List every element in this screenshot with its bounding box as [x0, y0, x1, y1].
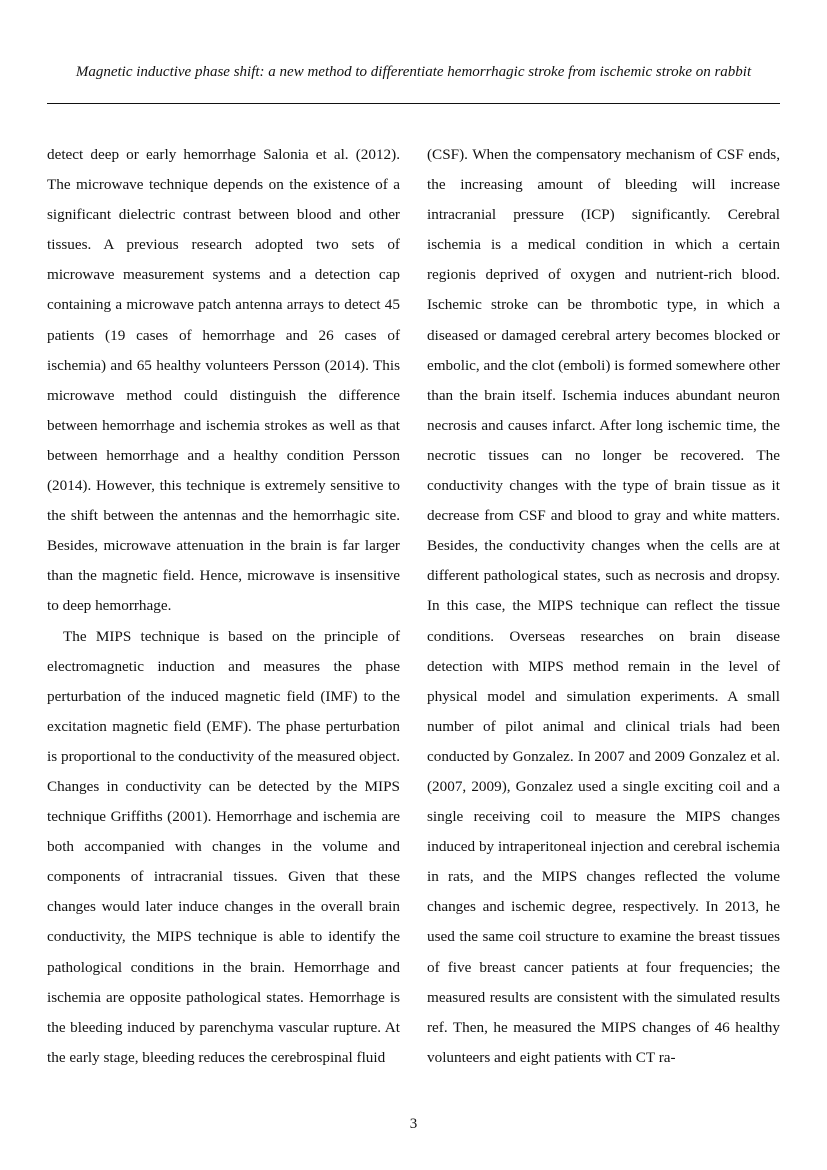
right-column — [427, 140, 780, 1073]
header-rule — [47, 103, 780, 104]
paragraph: detect deep or early hemorrhage Salonia et al. (2012). The microwave technique depends on the existence of a significant dielectric contrast between blood and other tissues. A previous research adopted two sets of microwave measurement systems and a detection cap containing a microwave patch antenna arrays to detect 45 patients (19 cases of hemorrhage and 26 cases of ischemia) and 65 healthy volunteers Persson (2014). This microwave method could distinguish the difference between hemorrhage and ischemia strokes as well as that between hemorrhage and a healthy condition Persson (2014). However, this technique is extremely sensitive to the shift between the antennas and the hemorrhagic site. Besides, microwave attenuation in the brain is far larger than the magnetic field. Hence, microwave is insensitive to deep hemorrhage. — [47, 146, 400, 615]
paragraph: (CSF). When the compensatory mechanism of CSF ends, the increasing amount of bleeding will increase intracranial pressure (ICP) significantly. Cerebral ischemia is a medical condition in which a certain regionis deprived of oxygen and nutrient-rich blood. Ischemic stroke can be thrombotic type, in which a diseased or damaged cerebral artery becomes blocked or embolic, and the clot (emboli) is formed somewhere other than the brain itself. Ischemia induces abundant neuron necrosis and causes infarct. After long ischemic time, the necrotic tissues can no longer be recovered. The conductivity changes with the type of brain tissue as it decrease from CSF and blood to gray and white matters. Besides, the conductivity changes when the cells are at different pathological states, such as necrosis and dropsy. In this case, the MIPS technique can reflect the tissue conditions. Overseas researches on brain disease detection with MIPS method remain in the level of physical model and simulation experiments. A small number of pilot animal and clinical trials had been conducted by Gonzalez. In 2007 and 2009 Gonzalez et al. (2007, 2009), Gonzalez used a single exciting coil and a single receiving coil to measure the MIPS changes induced by intraperitoneal injection and cerebral ischemia in rats, and the MIPS changes reflected the volume changes and ischemic degree, respectively. In 2013, he used the same coil structure to examine the breast tissues of five breast cancer patients at four frequencies; the measured results are consistent with the simulated results ref. Then, he measured the MIPS changes of 46 healthy volunteers and eight patients with CT ra- — [427, 146, 780, 1066]
left-column — [47, 140, 400, 1073]
paragraph: The MIPS technique is based on the principle of electromagnetic induction and measures the phase perturbation of the induced magnetic field (IMF) to the excitation magnetic field (EMF). The phase perturbation is proportional to the conductivity of the measured object. Changes in conductivity can be detected by the MIPS technique Griffiths (2001). Hemorrhage and ischemia are both accompanied with changes in the volume and components of intracranial tissues. Given that these changes would later induce changes in the overall brain conductivity, the MIPS technique is able to identify the pathological conditions in the brain. Hemorrhage and ischemia are opposite pathological states. Hemorrhage is the bleeding induced by parenchyma vascular rupture. At the early stage, bleeding reduces the cerebrospinal fluid — [47, 627, 400, 1066]
page-number: 3 — [409, 1116, 418, 1132]
running-header: Magnetic inductive phase shift: a new method to differentiate hemorrhagic stroke from ischemic stroke on rabbit — [75, 64, 752, 80]
